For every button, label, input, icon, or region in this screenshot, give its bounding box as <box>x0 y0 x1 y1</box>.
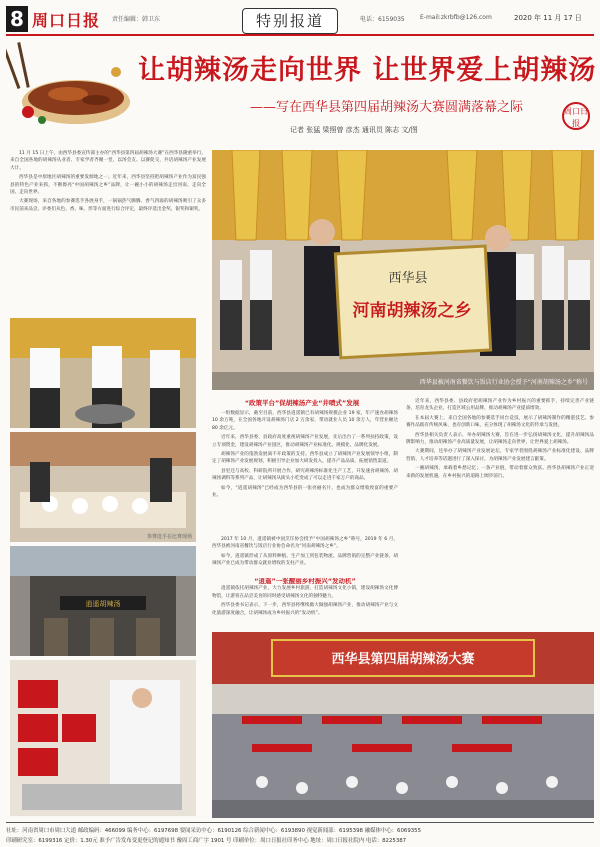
newspaper-seal <box>562 102 590 130</box>
intro-paragraph-2: 西华县是中原地区胡辣汤的重要发源地之一。近年来，西华县坚持把胡辣汤产业作为富民强县的特色产业来抓，不断擦亮“中国胡辣汤之乡”品牌，让一碗小小的胡辣汤走出河南、走向全国、走向世界。 <box>10 175 206 196</box>
store-sign-text: 逍遥胡辣汤 <box>85 600 121 608</box>
right-paragraph-2: 在本届大赛上，来自全国各地的参赛选手同台竞技，展示了胡辣汤制作的精湛技艺。参赛作品既有传统风味，也有创新口味，充分体现了胡辣汤文化的传承与发展。 <box>406 415 594 429</box>
tasting-event-photo <box>10 432 196 542</box>
mid2-paragraph-3: 逍遥镇依托胡辣汤产业，大力发展乡村旅游，打造胡辣汤文化小镇，建设胡辣汤文化博物馆，让游客在品尝美食的同时感受胡辣汤文化的独特魅力。 <box>212 586 398 599</box>
chefs-cooking-photo <box>10 318 196 428</box>
newspaper-brand: 周口日报 <box>32 11 101 30</box>
mid2-paragraph-1: 2017 年 10 月，逍遥镇被中国烹饪协会授予“中国胡辣汤之乡”称号，2019 年 6 月，西华县被河南省餐饮与饭店行业协会命名为“河南胡辣汤之乡”。 <box>212 537 398 550</box>
headline: 让胡辣汤走向世界 让世界爱上胡辣汤 <box>138 55 597 86</box>
email-address: E-mail:zkrbfb@126.com <box>420 14 492 21</box>
gallery-caption: 参赛选手在比赛现场 <box>146 534 192 540</box>
footer-rule <box>6 822 594 823</box>
section-title-revitalization: “逍遥”一张靓丽乡村振兴“发动机” <box>254 578 356 585</box>
issue-date: 2020 年 11 月 17 日 <box>514 14 582 22</box>
mid-paragraph-2: 近年来，西华县委、县政府高度重视胡辣汤产业发展，先后出台了一系列扶持政策，设立专项资金，建设胡辣汤产业园区，推动胡辣汤产业标准化、规模化、品牌化发展。 <box>212 435 398 448</box>
mid2-paragraph-2: 如今，逍遥镇形成了从原料种植、生产加工到包装物流、品牌营销的完整产业链条，胡辣汤产业已成为带动群众就业增收的支柱产业。 <box>212 553 398 567</box>
plaque-county-text: 西华县 <box>388 271 428 286</box>
right-text-column <box>406 398 594 628</box>
mid2-paragraph-4: 西华县委书记表示，下一步，西华县将继续做大做强胡辣汤产业，推动胡辣汤产业与文化旅游深度融合，让胡辣汤成为乡村振兴的“发动机”。 <box>212 603 398 616</box>
byline: 记者 张猛 梁照曾 彦杰 通讯员 陈志 文/图 <box>290 126 418 134</box>
subheadline: ——写在西华县第四届胡辣汤大赛圆满落幕之际 <box>250 100 524 115</box>
right-paragraph-5: 一碗胡辣汤，承载着乡愁记忆；一条产业链，带动着群众致富。西华县胡辣汤产业正迎来新的发展机遇，在乡村振兴的道路上阔步前行。 <box>406 466 594 479</box>
mid-paragraph-4: 县里还与高校、科研院所开展合作，研究胡辣汤标准化生产工艺，开发速食胡辣汤、胡辣汤调料等系列产品，让胡辣汤从街头小吃变成了可以走进千家万户的商品。 <box>212 468 398 482</box>
page-number: 8 <box>6 6 28 32</box>
stage-event-photo <box>212 632 594 818</box>
food-illustration <box>6 42 130 130</box>
main-photo <box>212 150 594 390</box>
right-paragraph-4: 大赛期间，还举办了胡辣汤产业发展论坛，专家学者围绕胡辣汤产业标准化建设、品牌营销、人才培养等话题进行了深入探讨，为胡辣汤产业发展建言献策。 <box>406 449 594 462</box>
intro-paragraph-3: 大赛现场，来自各地的参赛选手各展身手，一锅锅热气腾腾、香气四溢的胡辣汤吸引了众多市民前来品尝。评委们从色、香、味、形等方面进行综合评定，最终评选出金奖、银奖和铜奖。 <box>10 199 206 212</box>
seal-text: 周口日报 <box>564 107 588 128</box>
mid-paragraph-1: 一组数据显示，截至目前，西华县逍遥镇已有胡辣汤规模企业 19 家，年产速食胡辣汤 10 余万吨，在全国各地开设胡辣汤门店 2 万余家，带动就业人员 10 余万人，年营业额达 80 余亿元。 <box>212 411 398 431</box>
section-title-policy: “政策平台”促胡辣汤产业“井喷式”发展 <box>244 399 360 407</box>
phone-number: 电话：6159035 <box>360 16 405 23</box>
packaged-products-photo <box>10 660 196 816</box>
main-photo-caption: 西华县被河南省餐饮与饭店行业协会授予“河南胡辣汤之乡”称号 <box>419 379 588 386</box>
right-paragraph-3: 西华县相关负责人表示，举办胡辣汤大赛，旨在进一步弘扬胡辣汤文化，提升胡辣汤品牌影响力，推动胡辣汤产业高质量发展，让胡辣汤走向世界，让世界爱上胡辣汤。 <box>406 432 594 446</box>
footer-line-1: 社址：河南省周口市周口大道 邮政编码：466099 编务中心：6197698 要闻采访中心：6190126 综合新闻中心：6193890 视觉新闻部：6195398 融媒体中心：6069355 <box>6 828 422 834</box>
mid-paragraph-3: 胡辣汤产业的蓬勃发展离不开政策的支持。西华县成立了胡辣汤产业发展领导小组，制定了胡辣汤产业发展规划，积极引导企业加大研发投入，提升产品品质，拓展销售渠道。 <box>212 452 398 465</box>
storefront-photo <box>10 546 196 656</box>
middle-text-column-1 <box>212 410 398 534</box>
right-paragraph-1: 近年来，西华县委、县政府把胡辣汤产业作为乡村振兴的重要抓手，持续完善产业链条，培育龙头企业，打造区域公用品牌，推动胡辣汤产业提质增效。 <box>406 399 594 412</box>
header-rule <box>6 34 594 36</box>
footer-line-2: 印刷研究室：6199316 定价：1.30元 准予广告发布变更登记的通知书 豫周工商广字 1901 号 印刷单位：周口日报社印务中心 地址：周口日报社院内 电话：8225387 <box>6 838 407 844</box>
editor-credit: 责任编辑：韩卫东 <box>112 16 161 23</box>
middle-text-column-3 <box>212 578 398 628</box>
intro-paragraph-1: 11 月 15 日上午，由西华县委宣传部主办的“西华县第四届胡辣汤大赛”在西华县隆重举行。来自全国各地的胡辣汤从业者、专家学者齐聚一堂，以汤会友、以赛促交，共话胡辣汤产业发展大计。 <box>10 151 206 171</box>
plaque-title-text: 河南胡辣汤之乡 <box>352 301 472 321</box>
section-tag: 特别报道 <box>242 8 338 34</box>
mid-paragraph-5: 如今，“逍遥胡辣汤”已经成为西华县的一张亮丽名片，也成为群众增收致富的重要产业。 <box>212 485 398 499</box>
intro-text-column <box>10 150 206 312</box>
stage-banner-text: 西华县第四届胡辣汤大赛 <box>331 652 475 667</box>
